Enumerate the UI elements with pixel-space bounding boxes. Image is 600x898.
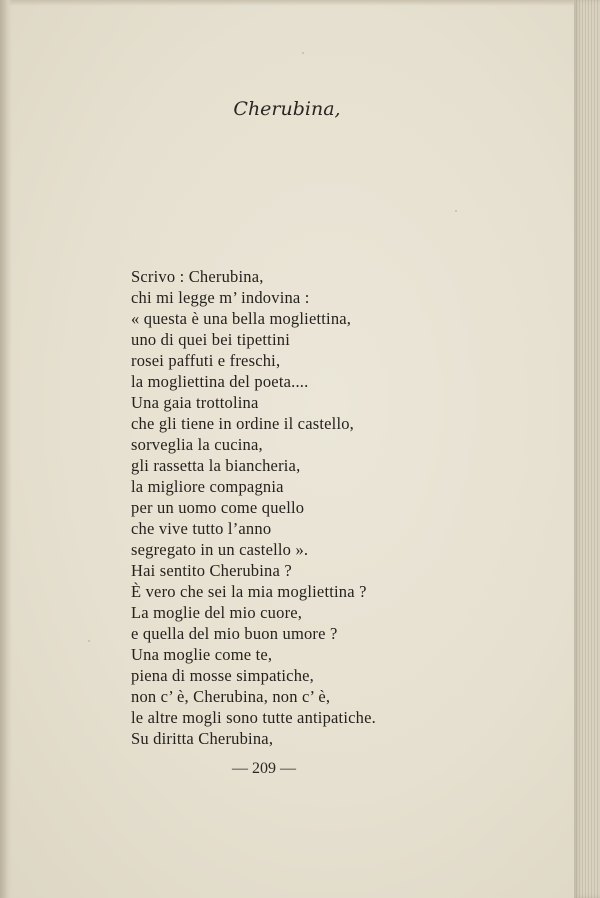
poem-line: sorveglia la cucina, xyxy=(131,435,263,454)
poem-line: Una moglie come te, xyxy=(131,645,273,664)
poem-line: rosei paffuti e freschi, xyxy=(131,351,281,370)
poem-line: piena di mosse simpatiche, xyxy=(131,666,314,685)
poem-line: La moglie del mio cuore, xyxy=(131,603,303,622)
page-top-edge xyxy=(0,0,600,6)
paper-speck xyxy=(302,52,304,54)
poem-line: uno di quei bei tipettini xyxy=(131,330,290,349)
poem-line: chi mi legge m’ indovina : xyxy=(131,288,310,307)
poem-line: la migliore compagnia xyxy=(131,477,284,496)
poem-line: Su diritta Cherubina, xyxy=(131,729,274,748)
poem-line: che gli tiene in ordine il castello, xyxy=(131,414,355,433)
poem-line: per un uomo come quello xyxy=(131,498,305,517)
page-stack-edge xyxy=(574,0,600,898)
poem-line: Scrivo : Cherubina, xyxy=(131,267,264,286)
poem-line: non c’ è, Cherubina, non c’ è, xyxy=(131,687,331,706)
poem-line: le altre mogli sono tutte antipatiche. xyxy=(131,708,376,727)
poem-line: che vive tutto l’anno xyxy=(131,519,272,538)
page-number: — 209 — xyxy=(232,760,296,777)
poem-line: È vero che sei la mia mogliettina ? xyxy=(131,582,367,601)
poem-line: Una gaia trottolina xyxy=(131,393,259,412)
poem-line: la mogliettina del poeta.... xyxy=(131,372,309,391)
paper-speck xyxy=(455,210,457,212)
poem-line: gli rassetta la biancheria, xyxy=(131,456,301,475)
poem-line: Hai sentito Cherubina ? xyxy=(131,561,292,580)
poem-line: « questa è una bella mogliettina, xyxy=(131,309,352,328)
poem-body xyxy=(131,266,376,749)
poem-line: e quella del mio buon umore ? xyxy=(131,624,338,643)
paper-speck xyxy=(88,640,90,642)
poem-title: Cherubina, xyxy=(233,98,341,120)
poem-line: segregato in un castello ». xyxy=(131,540,309,559)
